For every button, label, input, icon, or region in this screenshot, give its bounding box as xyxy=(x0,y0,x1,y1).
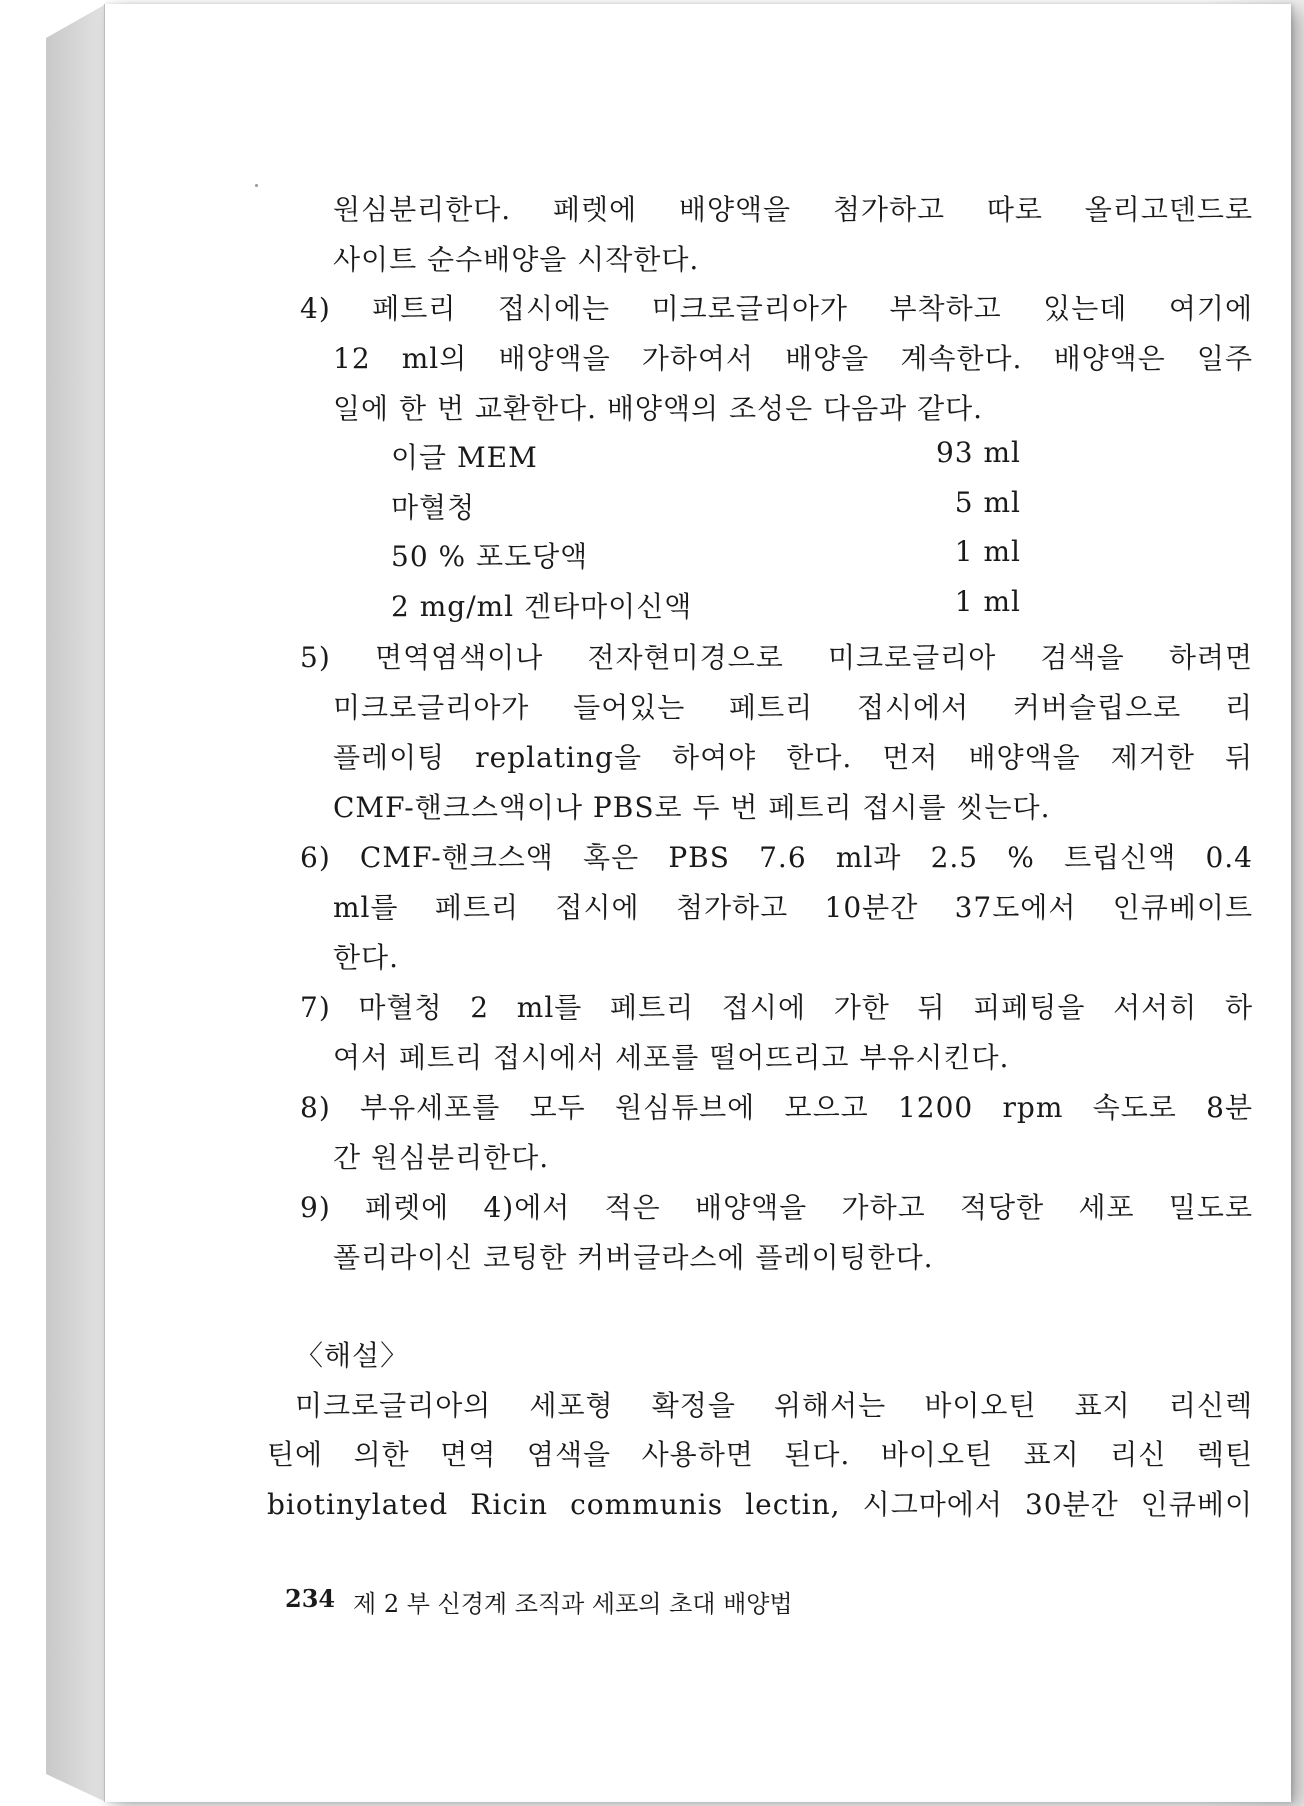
list-item-9-line: 9) 페렛에 4)에서 적은 배양액을 가하고 적당한 세포 밀도로 xyxy=(300,1191,1253,1224)
body-line: 원심분리한다. 페렛에 배양액을 첨가하고 따로 올리고덴드로 xyxy=(333,193,1253,226)
list-item-6-line: ml를 페트리 접시에 첨가하고 10분간 37도에서 인큐베이트 xyxy=(333,891,1253,924)
list-item-7-line: 7) 마혈청 2 ml를 페트리 접시에 가한 뒤 피페팅을 서서히 하 xyxy=(300,991,1253,1024)
table-row-amount: 1 ml xyxy=(954,585,1021,618)
scan-speck xyxy=(255,184,258,187)
list-item-8-line: 8) 부유세포를 모두 원심튜브에 모으고 1200 rpm 속도로 8분 xyxy=(300,1091,1253,1124)
table-row-name: 50 % 포도당액 xyxy=(391,540,589,573)
commentary-heading: 〈해설〉 xyxy=(295,1339,410,1372)
body-line: 사이트 순수배양을 시작한다. xyxy=(333,243,700,276)
page-sheet xyxy=(104,4,1291,1802)
running-title: 제 2 부 신경계 조직과 세포의 초대 배양법 xyxy=(353,1590,793,1618)
table-row-amount: 93 ml xyxy=(935,436,1021,469)
list-item-5-line: 플레이팅 replating을 하여야 한다. 먼저 배양액을 제거한 뒤 xyxy=(333,741,1253,774)
table-row-amount: 1 ml xyxy=(954,535,1021,568)
list-item-5-line: 미크로글리아가 들어있는 페트리 접시에서 커버슬립으로 리 xyxy=(333,691,1253,724)
list-item-6-line: 한다. xyxy=(333,941,399,974)
list-item-8-line: 간 원심분리한다. xyxy=(333,1141,550,1174)
table-row-name: 이글 MEM xyxy=(391,441,538,474)
list-item-9-line: 폴리라이신 코팅한 커버글라스에 플레이팅한다. xyxy=(333,1241,934,1274)
page-number: 234 xyxy=(285,1584,336,1613)
table-row-amount: 5 ml xyxy=(954,486,1021,519)
list-item-5-line: CMF-핸크스액이나 PBS로 두 번 페트리 접시를 씻는다. xyxy=(333,791,1051,824)
commentary-line: 미크로글리아의 세포형 확정을 위해서는 바이오틴 표지 리신렉 xyxy=(295,1389,1253,1422)
table-row-name: 2 mg/ml 겐타마이신액 xyxy=(391,590,693,623)
table-row-name: 마혈청 xyxy=(391,491,476,524)
list-item-6-line: 6) CMF-핸크스액 혹은 PBS 7.6 ml과 2.5 % 트립신액 0.4 xyxy=(300,841,1253,874)
book-spine-edge xyxy=(46,4,106,1802)
list-item-4-line: 4) 페트리 접시에는 미크로글리아가 부착하고 있는데 여기에 xyxy=(300,292,1253,325)
list-item-5-line: 5) 면역염색이나 전자현미경으로 미크로글리아 검색을 하려면 xyxy=(300,641,1253,674)
commentary-line: 틴에 의한 면역 염색을 사용하면 된다. 바이오틴 표지 리신 렉틴 xyxy=(267,1438,1253,1471)
list-item-7-line: 여서 페트리 접시에서 세포를 떨어뜨리고 부유시킨다. xyxy=(333,1041,1010,1074)
list-item-4-line: 일에 한 번 교환한다. 배양액의 조성은 다음과 같다. xyxy=(333,392,984,425)
commentary-line: biotinylated Ricin communis lectin, 시그마에서 30분간 인큐베이 xyxy=(267,1488,1253,1521)
list-item-4-line: 12 ml의 배양액을 가하여서 배양을 계속한다. 배양액은 일주 xyxy=(333,342,1253,375)
